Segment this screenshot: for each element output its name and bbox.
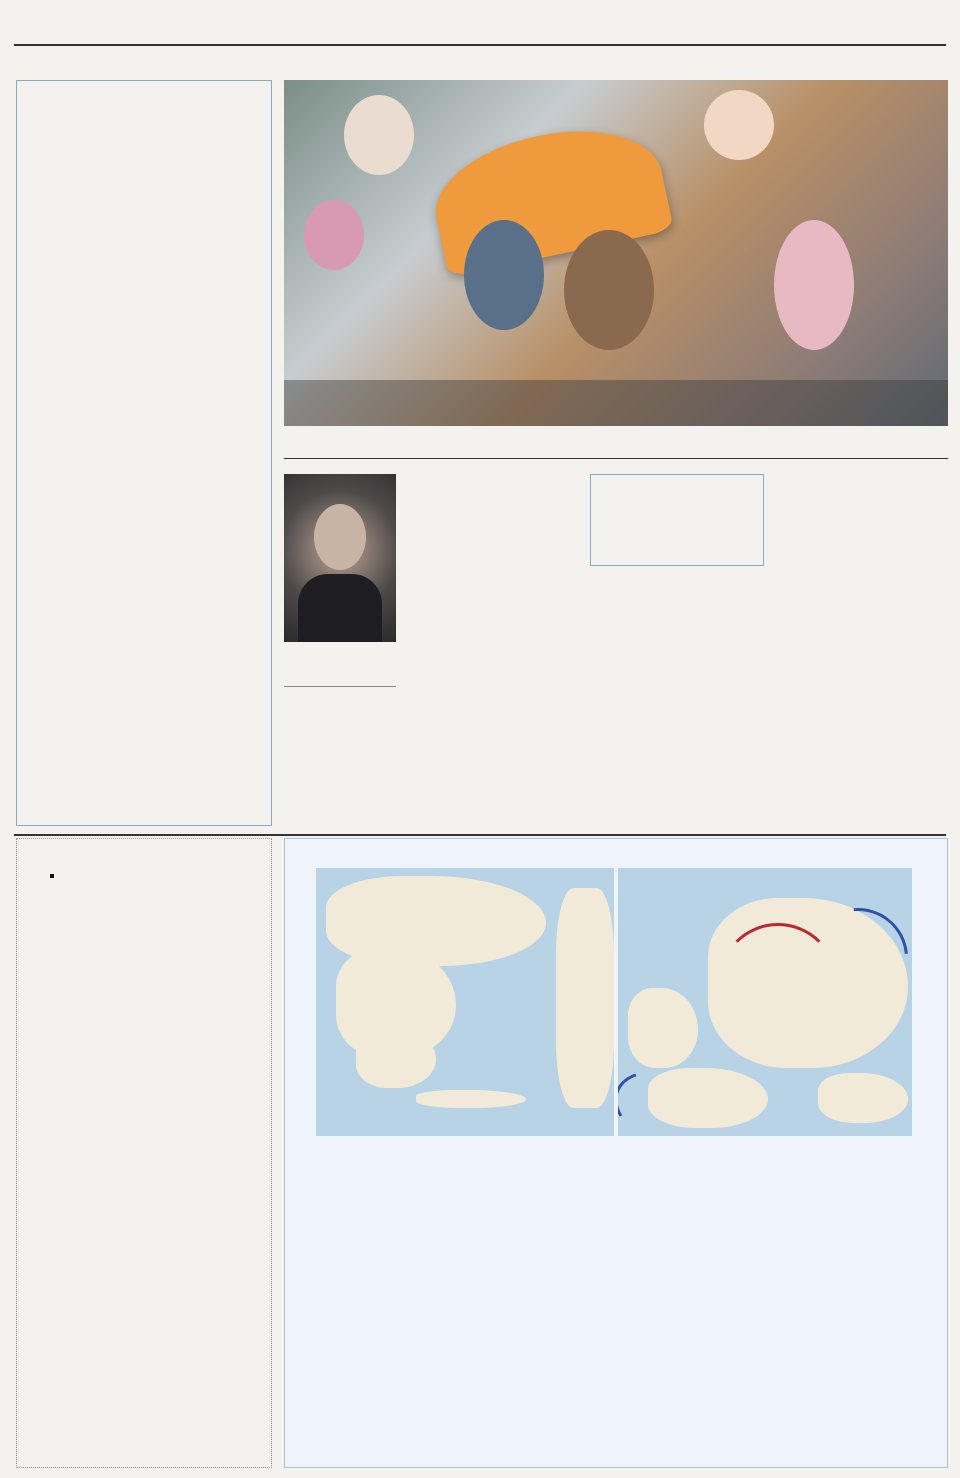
maskes-header-box (590, 474, 764, 566)
regional-forecasts (598, 1152, 944, 1264)
greece-map (316, 868, 614, 1136)
maskes-body-2 (772, 474, 948, 824)
land-mass (556, 888, 614, 1108)
scholz-body (404, 474, 580, 824)
bottom-section-rule (14, 834, 946, 836)
crossword-grid[interactable] (50, 874, 54, 878)
land-mass (416, 1090, 526, 1108)
land-mass (356, 1028, 436, 1088)
child-figure (704, 90, 774, 160)
kids-umbrella-photo (284, 80, 948, 426)
down-clues (122, 1064, 268, 1394)
header-rule (14, 44, 946, 46)
pavement (284, 380, 948, 426)
child-figure (344, 95, 414, 175)
weather-legend-right (914, 870, 944, 1130)
child-figure (464, 220, 544, 330)
scholz-portrait (284, 474, 396, 642)
face (314, 504, 366, 570)
name-rule (284, 686, 396, 687)
land-mass (628, 988, 698, 1068)
previous-solution (20, 1398, 268, 1462)
suit (298, 574, 382, 642)
general-text (320, 1152, 590, 1262)
across-clues (20, 1064, 118, 1394)
column-body (22, 208, 262, 778)
land-mass (818, 1073, 908, 1123)
child-figure (564, 230, 654, 350)
maskes-body-1 (590, 576, 764, 824)
section-rule (284, 458, 948, 459)
child-figure (774, 220, 854, 350)
europe-map (618, 868, 912, 1136)
weather-legend (288, 870, 314, 1130)
child-figure (304, 200, 364, 270)
